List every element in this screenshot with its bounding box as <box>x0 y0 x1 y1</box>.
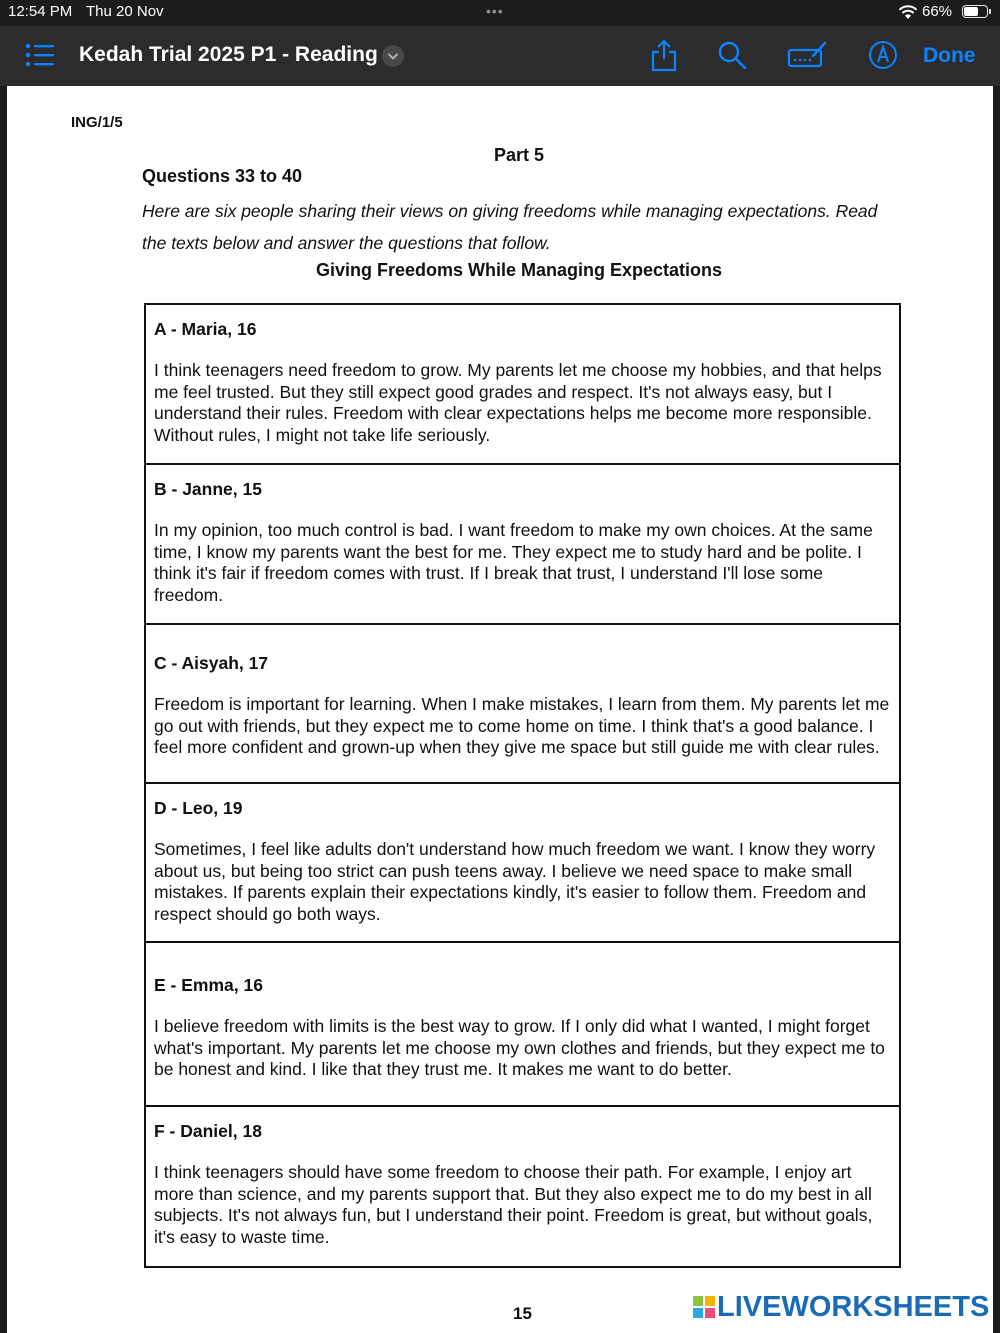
person-text: Freedom is important for learning. When I make mistakes, I learn from them. My parents let me go out with friends, but they expect me to come home on time. I think that's a good balance. I feel more confident and grown-up when they give me space but still guide me with clear rules. <box>154 694 890 757</box>
markup-icon[interactable] <box>868 40 898 70</box>
person-name: C - Aisyah, 17 <box>154 653 269 673</box>
document-title[interactable]: Kedah Trial 2025 P1 - Reading <box>79 43 378 66</box>
page-number: 15 <box>513 1304 532 1323</box>
questions-range: Questions 33 to 40 <box>142 166 303 186</box>
form-fill-icon[interactable] <box>787 40 829 70</box>
wifi-icon <box>898 4 918 20</box>
toolbar <box>0 26 1000 86</box>
person-text: I believe freedom with limits is the best way to grow. If I only did what I wanted, I might forget what's important. My parents let me choose my own clothes and friends, but they expect me to be honest and kind. I like that they trust me. It makes me want to do better. <box>154 1016 885 1079</box>
text-box-b <box>144 463 901 625</box>
person-text: In my opinion, too much control is bad. I want freedom to make my own choices. At the same time, I know my parents want the best for me. They expect me to study hard and be polite. I think it's fair if freedom comes with trust. If I break that trust, I understand I'll lose some freedom. <box>154 520 873 605</box>
battery-icon <box>962 5 988 18</box>
text-box-d <box>144 782 901 943</box>
status-date: Thu 20 Nov <box>86 3 164 20</box>
search-icon[interactable] <box>717 40 747 70</box>
person-text: I think teenagers need freedom to grow. My parents let me choose my hobbies, and that helps me feel trusted. But they still expect good grades and respect. It's not always easy, but I understand their rules. Freedom with clear expectations helps me become more responsible. Without rules, I might not take life seriously. <box>154 360 882 445</box>
person-name: B - Janne, 15 <box>154 479 262 499</box>
person-name: D - Leo, 19 <box>154 798 243 818</box>
text-box-a <box>144 303 901 465</box>
text-box-f <box>144 1105 901 1268</box>
list-icon[interactable] <box>24 41 56 69</box>
liveworksheets-watermark <box>693 1291 989 1325</box>
person-text: I think teenagers should have some freedom to choose their path. For example, I enjoy art more than science, and my parents support that. But they also expect me to do my best in all subjects. It's not always fun, but I understand their point. Freedom is great, but without goals, it's easy to waste time. <box>154 1162 873 1247</box>
paper-code: ING/1/5 <box>71 114 123 131</box>
status-bar <box>0 0 1000 26</box>
done-button[interactable]: Done <box>923 44 976 67</box>
person-name: F - Daniel, 18 <box>154 1121 262 1141</box>
text-box-c <box>144 623 901 784</box>
watermark-text: LIVEWORKSHEETS <box>717 1291 990 1323</box>
battery-nub <box>989 9 991 14</box>
person-name: E - Emma, 16 <box>154 975 263 995</box>
chevron-down-icon <box>382 45 404 67</box>
status-time: 12:54 PM <box>8 3 73 20</box>
title-menu-button[interactable] <box>382 45 404 67</box>
person-name: A - Maria, 16 <box>154 319 257 339</box>
text-box-e <box>144 941 901 1107</box>
person-text: Sometimes, I feel like adults don't understand how much freedom we want. I know they worry about us, but being too strict can push teens away. I believe we need space to make small mistakes. If parents explain their expectations kindly, it's easier to follow them. Freedom and respect should go both ways. <box>154 839 876 924</box>
instructions: Here are six people sharing their views on giving freedoms while managing expectations. Read the texts below and answer the questions that follow. <box>142 201 878 253</box>
battery-percent: 66% <box>922 3 953 20</box>
part-title: Part 5 <box>493 145 545 165</box>
liveworksheets-logo-icon <box>693 1296 715 1318</box>
text-heading: Giving Freedoms While Managing Expectations <box>315 260 723 280</box>
share-icon[interactable] <box>649 38 679 72</box>
multitasking-dots[interactable]: ••• <box>486 3 504 19</box>
document-page[interactable] <box>7 86 993 1333</box>
